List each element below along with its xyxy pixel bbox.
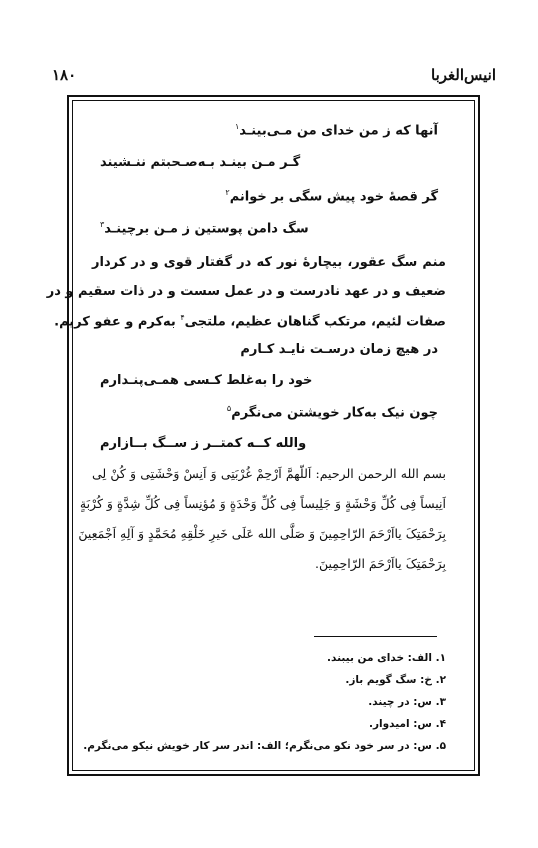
verse-line: سگ دامن پوستین ز مـن برچینـد$^۳$ bbox=[100, 220, 309, 237]
verse-line: گـر مـن بینـد بـه‌صـحبتم ننـشیند bbox=[100, 155, 301, 170]
footnote-ref: ۲ bbox=[225, 188, 230, 197]
prayer-line: اَنِیساً فِی کُلِّ وَحْشَةٍ وَ جَلِیساً فِی کُلِّ وَحْدَةٍ وَ مُؤنِساً فِی کُلِّ شِدَّةٍ وَ کُرْبَةٍ bbox=[79, 496, 446, 511]
footnote: ۳. س: در چیند. bbox=[368, 696, 446, 708]
footnote: ۴. س: امیدوار. bbox=[368, 718, 446, 730]
prose-line: صفات لئیم، مرتکب گناهان عظیم، ملتجی$^۴$ به‌کرم و عفو کریم. bbox=[54, 313, 446, 330]
prose-line: ضعیف و در عهد نادرست و در عمل سست و در ذات سقیم و در bbox=[46, 284, 446, 299]
verse-line: آنها که ز من خدای من مـی‌بینـد$^۱$ bbox=[234, 122, 438, 139]
prayer-line: بسم الله الرحمن الرحیم: اَللّهمَّ اَرْحِمْ غُرْبَتِی وَ اَنِسْ وَحْشَتِی وَ کُنْ لِی bbox=[92, 466, 446, 481]
verse-line: والله کــه کمتــر ز ســگ بــازارم bbox=[100, 436, 307, 451]
footnote: ۵. س: در سر خود نکو می‌نگرم؛ الف: اندر سر کار خویش نیکو می‌نگرم. bbox=[83, 740, 446, 752]
footnote-ref: ۳ bbox=[100, 220, 105, 229]
verse-line: در هیچ زمان درسـت نایـد کـارم bbox=[240, 342, 438, 357]
footnote-ref: ۵ bbox=[226, 404, 232, 413]
prayer-line: بِرَحْمَتِکَ یااَرْحَمَ الرّاحِمِینَ وَ صَلَّی الله عَلَی خَیرِ خَلْقِهِ مُحَمَّدٍ وَ آلِهِ اَجْمَعِینَ bbox=[78, 526, 446, 541]
verse-line: خود را به‌غلط کـسی همـی‌پنـدارم bbox=[100, 373, 313, 388]
footnote: ۲. خ: سگ گویم باز. bbox=[345, 674, 446, 686]
footnote: ۱. الف: خدای من بیبند. bbox=[327, 652, 446, 664]
footnote-separator bbox=[314, 636, 437, 637]
prose-line: منم سگ عقور، بیچارهٔ نور که در گفتار قوی و در کردار bbox=[92, 255, 446, 270]
page-number: ۱۸۰ bbox=[52, 66, 77, 84]
prayer-line: بِرَحْمَتِکَ یااَرْحَمَ الرّاحِمِینَ. bbox=[315, 556, 446, 571]
footnote-ref: ۱ bbox=[234, 122, 240, 131]
running-header-title: انیس‌الغربا bbox=[431, 66, 496, 84]
verse-line: چون نیک به‌کار خویشتن می‌نگرم$^۵$ bbox=[226, 404, 438, 421]
footnote-ref: ۴ bbox=[180, 313, 185, 322]
verse-line: گر قصهٔ خود پیش سگی بر خوانم$^۲$ bbox=[225, 188, 438, 205]
